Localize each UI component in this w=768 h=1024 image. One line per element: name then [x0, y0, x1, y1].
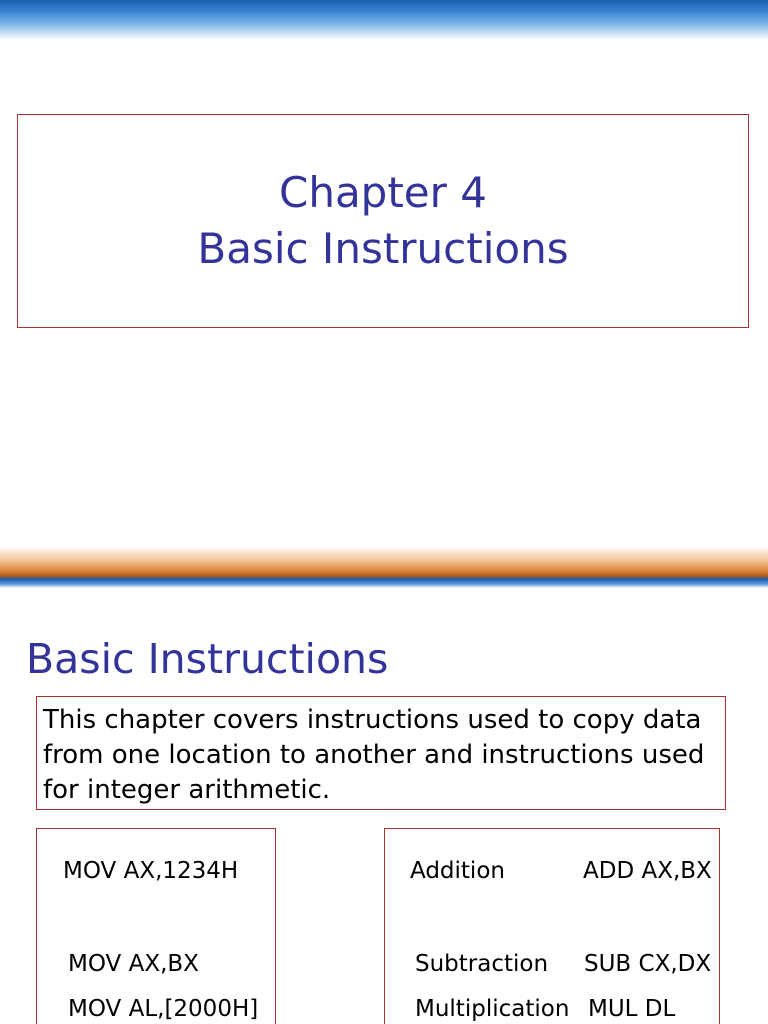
chapter-title: Basic Instructions	[197, 224, 569, 273]
intro-text: This chapter covers instructions used to copy data from one location to another and instructions used for integer arithmetic.	[43, 705, 705, 805]
operation-label: Multiplication	[415, 996, 570, 1022]
chapter-number: Chapter 4	[279, 168, 487, 217]
operation-label: Subtraction	[415, 951, 549, 977]
title-box	[17, 114, 749, 328]
operation-label: Addition	[410, 858, 505, 884]
header-gradient-bar	[0, 548, 768, 588]
mov-example: MOV AL,[2000H]	[68, 996, 259, 1022]
slide-basic-instructions	[0, 548, 768, 1024]
operation-example: SUB CX,DX	[584, 951, 712, 977]
mov-example: MOV AX,1234H	[63, 858, 239, 884]
header-gradient-bar	[0, 0, 768, 40]
intro-text-box	[36, 696, 726, 810]
operation-example: ADD AX,BX	[583, 858, 712, 884]
operation-example: MUL DL	[588, 996, 676, 1022]
arithmetic-examples-box	[384, 828, 720, 1024]
mov-examples-box	[36, 828, 276, 1024]
mov-example: MOV AX,BX	[68, 951, 199, 977]
slide-heading: Basic Instructions	[26, 635, 389, 683]
